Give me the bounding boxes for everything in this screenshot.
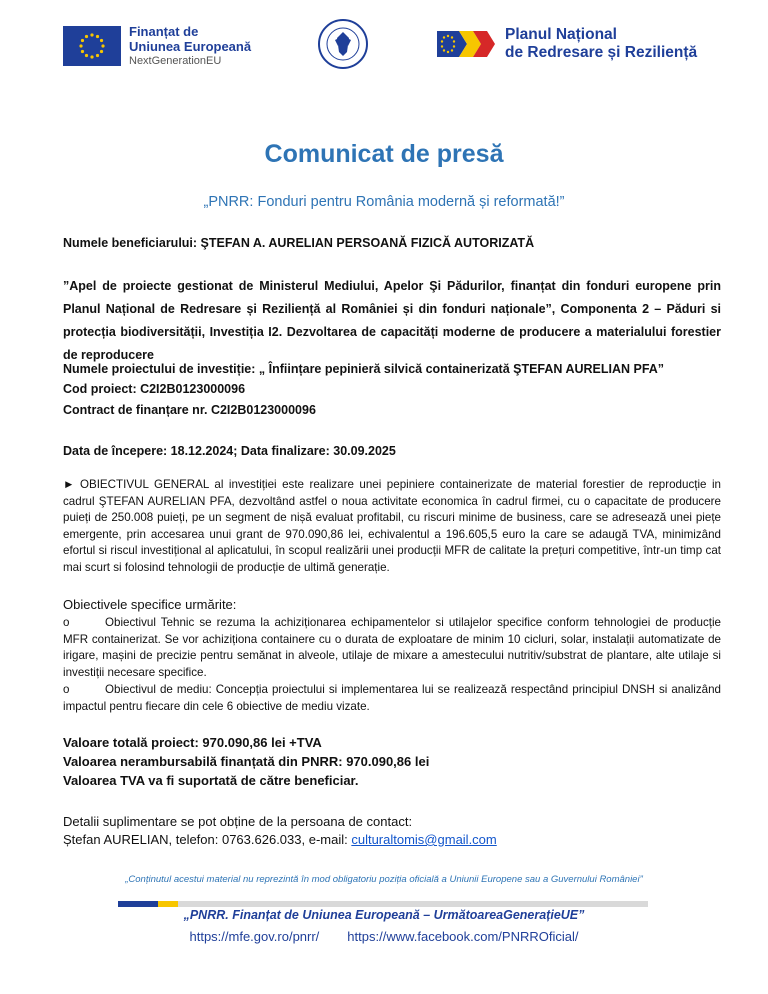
beneficiary-name: Numele beneficiarului: ŞTEFAN A. AURELIAN PERSOANĂ FIZICĂ AUTORIZATĂ [63, 236, 535, 250]
eu-star [96, 35, 99, 38]
eu-text-line3: NextGenerationEU [129, 55, 222, 67]
eu-star [100, 50, 103, 53]
bullet-marker: o [63, 683, 70, 696]
eu-star [85, 54, 88, 57]
value-grant: Valoarea nerambursabilă finanțată din PNRR: 970.090,86 lei [63, 754, 430, 769]
eu-star [81, 39, 84, 42]
eu-star [90, 33, 93, 36]
call-description: ”Apel de proiecte gestionat de Ministerul Mediului, Apelor Şi Pădurilor, finanțat din fonduri europene prin Planul Național de Redresare și Reziliență al României și din fonduri naționale”, Componenta 2 – Păduri si protecția biodiversității, Investiția I2. Dezvoltarea de capacități moderne de producere a materialului forestier de reproducere [63, 279, 721, 362]
financing-contract: Contract de finanțare nr. C2I2B0123000096 [63, 403, 316, 417]
value-total: Valoare totală proiect: 970.090,86 lei +TVA [63, 735, 322, 750]
pnrr-text-line2: de Redresare și Reziliență [505, 44, 698, 61]
specific-objective-environment [63, 682, 721, 715]
specific-objective-technical [63, 615, 721, 681]
project-name: Numele proiectului de investiție: „ Înființare pepinieră silvică containerizată ŞTEFAN AURELIAN PFA” [63, 362, 665, 376]
specific-objective-technical-text: Obiectivul Tehnic se rezuma la achiziționarea echipamentelor si utilajelor specifice conform tehnologiei de producție MFR containerizat. Se vor achiziționa containere cu o durata de exploatare de minim 10 cicluri, solar, instalații automatizate de irigare, mașini de precizie pentru semănat in alveole, utilaje de mixare a amestecului nutritiv/substrat de plantare, alte utilaje si investiții necesare specifice. [63, 616, 721, 679]
eu-flag-icon [63, 26, 121, 66]
footer-link-facebook[interactable]: https://www.facebook.com/PNRROficial/ [347, 929, 579, 944]
page-title: Comunicat de presă [264, 140, 504, 168]
eu-star [96, 54, 99, 57]
pnrr-logo [437, 26, 697, 62]
pnrr-text-line1: Planul Național [505, 26, 617, 43]
eu-logo [63, 24, 251, 68]
footer-links [0, 929, 768, 944]
eu-star [101, 44, 104, 47]
bullet-marker: o [63, 616, 70, 629]
header-logos [0, 18, 768, 74]
contact-details [63, 830, 721, 849]
eu-star [90, 55, 93, 58]
general-objective: ► OBIECTIVUL GENERAL al investiției este realizare unei pepiniere containerizate de material forestier de reproducție in cadrul ŞTEFAN AURELIAN PFA, dezvoltând astfel o noua activitate economica în cadrul firmei, cu o capacitate de producere puieți de 250.008 puieți, pe un segment de nișă evaluat profitabil, cu riscuri minime de business, care se adresează unei piețe emergente, prin accesarea unui grant de 970.090,86 lei, echivalentul a 196.605,5 euro la care se adaugă TVA, minimizând efortul si riscul investițional al aplicatului, în scopul realizării unei producții MFR de calitate la prețuri competitive, într-un timp cat mai scurt si folosind tehnologii de producție de ultimă generație. [63, 478, 721, 574]
footer-decorative-bar [118, 894, 648, 900]
footer-slogan: „PNRR. Finanțat de Uniunea Europeană – UrmătoareaGenerațieUE” [183, 908, 585, 922]
eu-star [85, 35, 88, 38]
project-code: Cod proiect: C2I2B0123000096 [63, 382, 246, 396]
disclaimer: „Conținutul acestui material nu reprezintă în mod obligatoriu poziția oficială a Uniunii Europene sau a Guvernului României” [125, 874, 643, 885]
eu-text-line2: Uniunea Europeană [129, 39, 252, 54]
project-dates: Data de începere: 18.12.2024; Data finalizare: 30.09.2025 [63, 444, 396, 458]
page-subtitle: „PNRR: Fonduri pentru România modernă și reformată!” [203, 194, 565, 210]
specific-objective-environment-text: Obiectivul de mediu: Concepția proiectului si implementarea lui se realizează respectând principiul DNSH si analizând impactul pentru fiecare din cele 6 obiective de mediu vizate. [63, 683, 721, 713]
contact-email-link[interactable]: culturaltomis@gmail.com [351, 832, 497, 847]
government-seal-icon [317, 18, 369, 70]
eu-star [100, 39, 103, 42]
contact-intro: Detalii suplimentare se pot obține de la persoana de contact: [63, 814, 413, 829]
eu-star [81, 50, 84, 53]
footer-link-mfe[interactable]: https://mfe.gov.ro/pnrr/ [189, 929, 320, 944]
contact-person: Ștefan AURELIAN, telefon: 0763.626.033, e-mail: [63, 832, 352, 847]
eu-star [79, 44, 82, 47]
specific-objectives-heading: Obiectivele specifice urmărite: [63, 597, 237, 612]
value-vat: Valoarea TVA va fi suportată de către beneficiar. [63, 773, 359, 788]
pnrr-flag-icon [437, 27, 495, 61]
eu-text-line1: Finanțat de [129, 24, 199, 39]
